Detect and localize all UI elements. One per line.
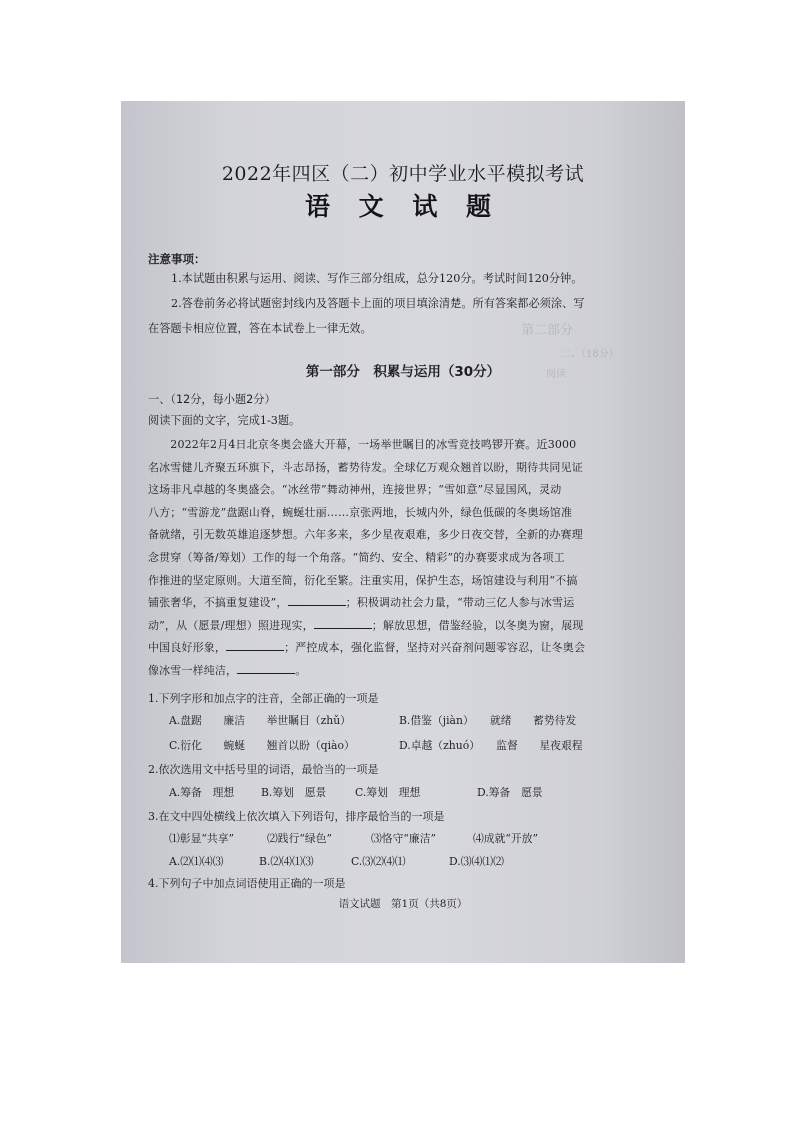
answer-option: B.⑵⑷⑴⑶ [259, 855, 314, 868]
question-stem: 3.在文中四处横线上依次填入下列语句，排序最恰当的一项是 [148, 810, 445, 823]
passage-line: 备就绪，引无数英雄追逐梦想。六年多来，多少星夜艰难，多少日夜交替，全新的办赛理 [148, 528, 583, 542]
notice-line: 2.答卷前务必将试题密封线内及答题卡上面的项目填涂清楚。所有答案都必须涂、写 [171, 297, 585, 310]
passage-line: 名冰雪健儿齐聚五环旗下，斗志昂扬，蓄势待发。全球亿万观众翘首以盼，期待共同见证 [148, 460, 583, 474]
fill-blank [226, 639, 284, 651]
sentence-item: ⑴彰显“共享” [169, 832, 235, 845]
answer-option: A.筹备 理想 [169, 786, 235, 799]
answer-option: C.衍化 蜿蜒 翘首以盼（qiào） [169, 739, 355, 752]
page-footer: 语文试题 第1页（共8页） [338, 898, 468, 910]
sentence-item: ⑵践行“绿色” [267, 832, 333, 845]
answer-option: B.筹划 愿景 [261, 786, 327, 799]
part-title: 第一部分 积累与运用（30分） [305, 364, 501, 380]
passage-line: 2022年2月4日北京冬奥会盛大开幕，一场举世瞩目的冰雪竞技鸣锣开赛。近3000 [148, 438, 577, 451]
notice-line: 在答题卡相应位置，答在本试卷上一律无效。 [148, 322, 372, 335]
notice-heading: 注意事项： [148, 252, 206, 266]
section-heading: 一、（12分，每小题2分） [148, 393, 276, 406]
question-stem: 2.依次选用文中括号里的词语，最恰当的一项是 [148, 763, 379, 776]
fill-blank [237, 662, 295, 674]
answer-option: A.⑵⑴⑷⑶ [169, 855, 224, 868]
exam-title: 2022年四区（二）初中学业水平模拟考试 [221, 163, 585, 185]
answer-option: D.卓越（zhuó） 监督 星夜艰程 [399, 739, 583, 752]
notice-line: 1.本试题由积累与运用、阅读、写作三部分组成，总分120分。考试时间120分钟。 [171, 272, 583, 285]
fill-blank [314, 617, 372, 629]
passage-line: 动”，从（愿景/理想）照进现实， ；解放思想，借鉴经验，以冬奥为窗，展现 [148, 618, 584, 632]
subject-title: 语 文 试 题 [304, 192, 502, 221]
bleed-through-text: 阅读 [546, 369, 566, 380]
passage-line: 铺张奢华，不搞重复建设”， ；积极调动社会力量，“带动三亿人参与冰雪运 [148, 596, 575, 610]
answer-option: D.⑶⑷⑴⑵ [449, 855, 504, 868]
sentence-item: ⑶恪守“廉洁” [371, 832, 437, 845]
passage-line: 这场非凡卓越的冬奥盛会。“冰丝带”舞动神州，连接世界；“雪如意”尽显国风，灵动 [148, 483, 562, 497]
bleed-through-text: 二、（18分） [561, 349, 619, 360]
passage-line: 作推进的坚定原则。大道至简，衍化至繁。注重实用，保护生态，场馆建设与利用“不搞 [148, 573, 578, 587]
passage-line: 念贯穿（筹备/筹划）工作的每一个角落。“简约、安全、精彩”的办赛要求成为各项工 [148, 550, 565, 564]
answer-option: B.借鉴（jiàn） 就绪 蓄势待发 [399, 714, 577, 727]
answer-option: C.⑶⑵⑷⑴ [351, 855, 406, 868]
sentence-item: ⑷成就“开放” [473, 832, 539, 845]
exam-photo [121, 101, 685, 963]
fill-blank [288, 594, 346, 606]
question-stem: 1.下列字形和加点字的注音，全部正确的一项是 [148, 692, 379, 705]
question-stem: 4.下列句子中加点词语使用正确的一项是 [148, 877, 346, 890]
answer-option: D.筹备 愿景 [477, 786, 543, 799]
instruction: 阅读下面的文字，完成1-3题。 [148, 414, 301, 427]
passage-line: 像冰雪一样纯洁， 。 [148, 663, 307, 677]
answer-option: C.筹划 理想 [355, 786, 421, 799]
passage-line: 八方；“雪游龙”盘踞山脊，蜿蜒壮丽……京张两地，长城内外，绿色低碳的冬奥场馆准 [148, 505, 573, 519]
passage-line: 中国良好形象， ；严控成本，强化监督，坚持对兴奋剂问题零容忍，让冬奥会 [148, 641, 586, 655]
answer-option: A.盘踞 廉洁 举世瞩目（zhǔ） [169, 714, 351, 727]
bleed-through-text: 第二部分 [521, 323, 574, 338]
reading-passage [148, 434, 668, 683]
